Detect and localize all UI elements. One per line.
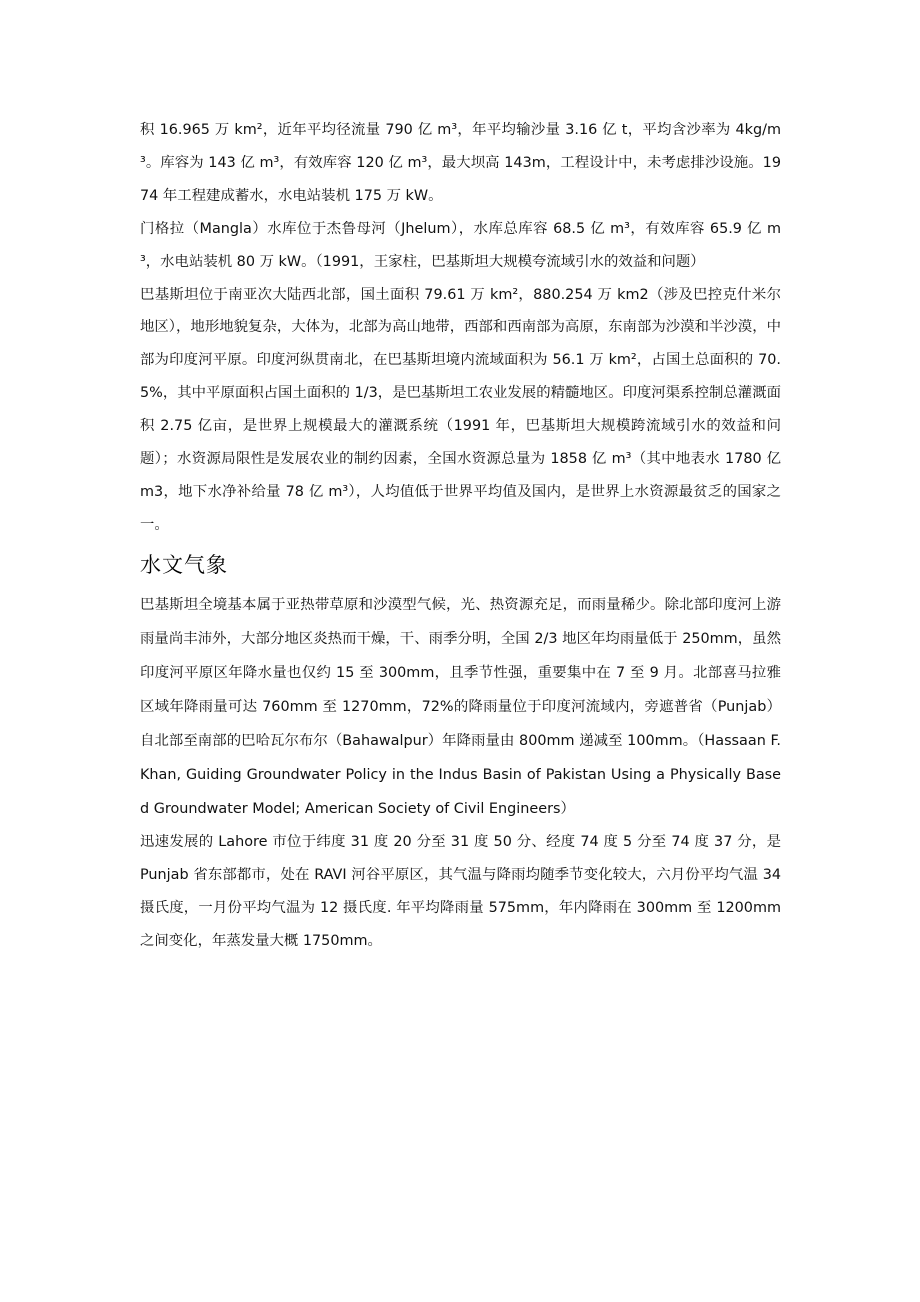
paragraph-lahore: 迅速发展的 Lahore 市位于纬度 31 度 20 分至 31 度 50 分、经度 74 度 5 分至 74 度 37 分，是 Punjab 省东部都市，处在 RAVI 河谷平原区，其气温与降雨均随季节变化较大，六月份平均气温 34 摄氏度，一月份平均气温为 12 摄氏度. 年平均降雨量 575mm，年内降雨在 300mm 至 1200mm 之间变化，年蒸发量大概 1750mm。: [140, 833, 781, 949]
document-body: [140, 114, 781, 957]
paragraph-climate: 巴基斯坦全境基本属于亚热带草原和沙漠型气候，光、热资源充足，而雨量稀少。除北部印度河上游雨量尚丰沛外，大部分地区炎热而干燥，干、雨季分明，全国 2/3 地区年均雨量低于 250mm，虽然印度河平原区年降水量也仅约 15 至 300mm，且季节性强，重要集中在 7 至 9 月。北部喜马拉雅区域年降雨量可达 760mm 至 1270mm，72%的降雨量位于印度河流域内，旁遮普省（Punjab）自北部至南部的巴哈瓦尔布尔（Bahawalpur）年降雨量由 800mm 递减至 100mm。（Hassaan F. Khan, Guiding Groundwater Policy in the Indus Basin of Pakistan Using a Physically Based Groundwater Model; American Society of Civil Engineers）: [140, 596, 781, 817]
paragraph-mangla-reservoir: 门格拉（Mangla）水库位于杰鲁母河（Jhelum），水库总库容 68.5 亿 m³，有效库容 65.9 亿 m³，水电站装机 80 万 kW。（1991，王家柱，巴基斯坦大规模夸流域引水的效益和问题）: [140, 220, 781, 270]
section-heading-hydrometeorology: 水文气象: [140, 552, 228, 577]
paragraph-tarbela-reservoir: 积 16.965 万 km²，近年平均径流量 790 亿 m³，年平均输沙量 3.16 亿 t，平均含沙率为 4kg/m³。库容为 143 亿 m³，有效库容 120 亿 m³，最大坝高 143m，工程设计中，未考虑排沙设施。1974 年工程建成蓄水，水电站装机 175 万 kW。: [140, 122, 781, 204]
paragraph-pakistan-geography: 巴基斯坦位于南亚次大陆西北部，国土面积 79.61 万 km²，880.254 万 km2（涉及巴控克什米尔地区），地形地貌复杂，大体为，北部为高山地带，西部和西南部为高原，东南部为沙漠和半沙漠，中部为印度河平原。印度河纵贯南北，在巴基斯坦境内流域面积为 56.1 万 km²，占国土总面积的 70.5%，其中平原面积占国土面积的 1/3，是巴基斯坦工农业发展的精髓地区。印度河渠系控制总灌溉面积 2.75 亿亩，是世界上规模最大的灌溉系统（1991 年，巴基斯坦大规模跨流域引水的效益和问题）；水资源局限性是发展农业的制约因素，全国水资源总量为 1858 亿 m³（其中地表水 1780 亿 m3，地下水净补给量 78 亿 m³），人均值低于世界平均值及国内，是世界上水资源最贫乏的国家之一。: [140, 286, 781, 533]
